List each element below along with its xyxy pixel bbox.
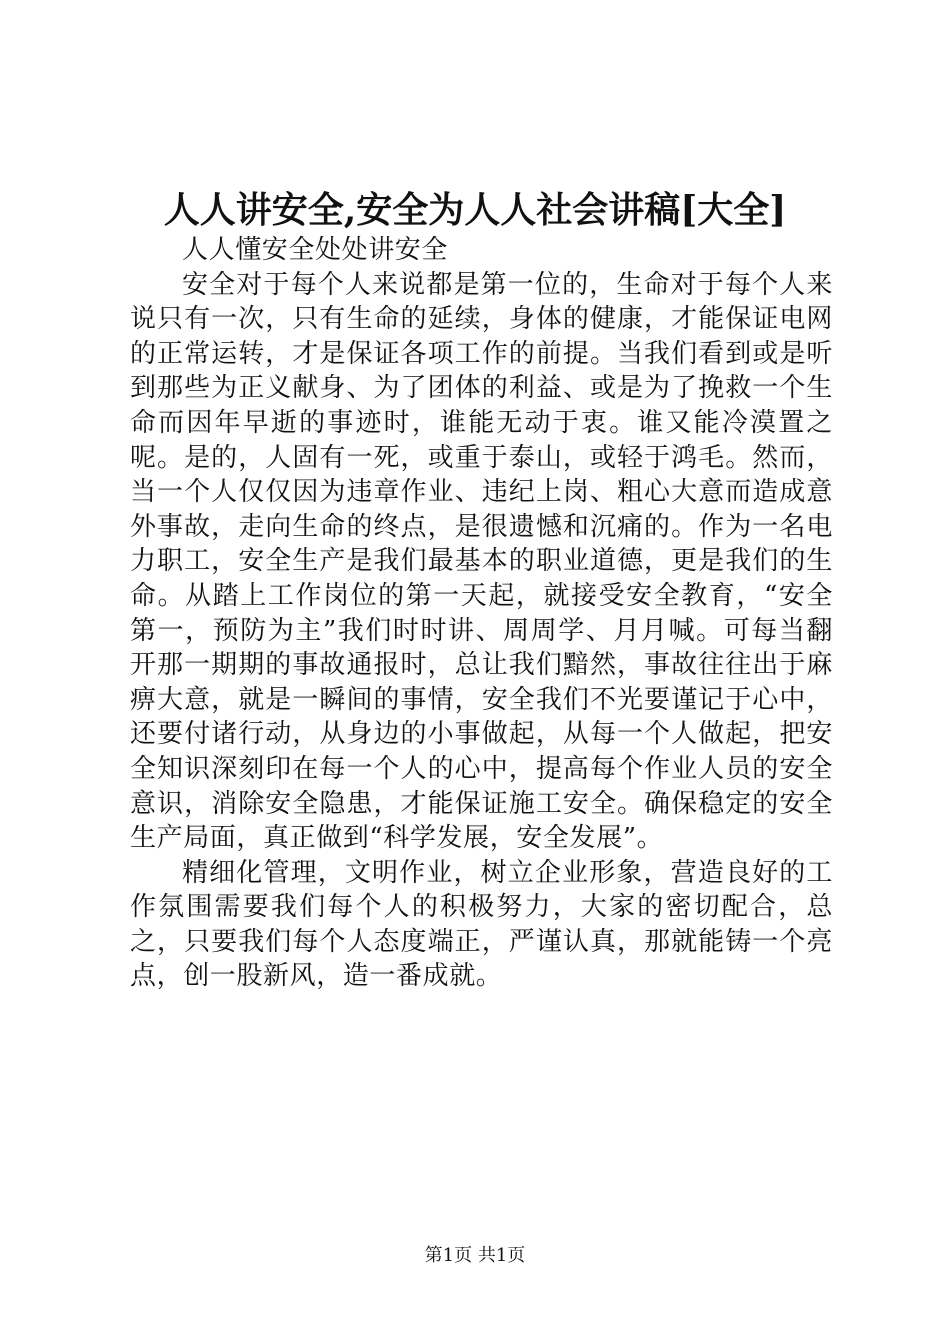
document-subtitle: 人人懂安全处处讲安全 [182,235,449,265]
document-title: 人人讲安全,安全为人人社会讲稿[大全] [163,189,787,231]
page-number-footer: 第1页 共1页 [424,1245,526,1266]
document-body [130,233,833,994]
paragraph-1: 安全对于每个人来说都是第一位的，生命对于每个人来说只有一次，只有生命的延续，身体的健康，才能保证电网的正常运转，才是保证各项工作的前提。当我们看到或是听到那些为正义献身、为了团体的利益、或是为了挽救一个生命而因年早逝的事迹时，谁能无动于衷。谁又能冷漠置之呢。是的，人固有一死，或重于泰山，或轻于鸿毛。然而，当一个人仅仅因为违章作业、违纪上岗、粗心大意而造成意外事故，走向生命的终点，是很遗憾和沉痛的。作为一名电力职工，安全生产是我们最基本的职业道德，更是我们的生命。从踏上工作岗位的第一天起，就接受安全教育，“安全第一，预防为主”我们时时讲、周周学、月月喊。可每当翻开那一期期的事故通报时，总让我们黯然，事故往往出于麻痹大意，就是一瞬间的事情，安全我们不光要谨记于心中，还要付诸行动，从身边的小事做起，从每一个人做起，把安全知识深刻印在每一个人的心中，提高每个作业人员的安全意识，消除安全隐患，才能保证施工安全。确保稳定的安全生产局面，真正做到“科学发展，安全发展”。 [130,269,833,854]
paragraph-2: 精细化管理，文明作业，树立企业形象，营造良好的工作氛围需要我们每个人的积极努力，大家的密切配合，总之，只要我们每个人态度端正，严谨认真，那就能铸一个亮点，创一股新风，造一番成就。 [130,857,833,992]
